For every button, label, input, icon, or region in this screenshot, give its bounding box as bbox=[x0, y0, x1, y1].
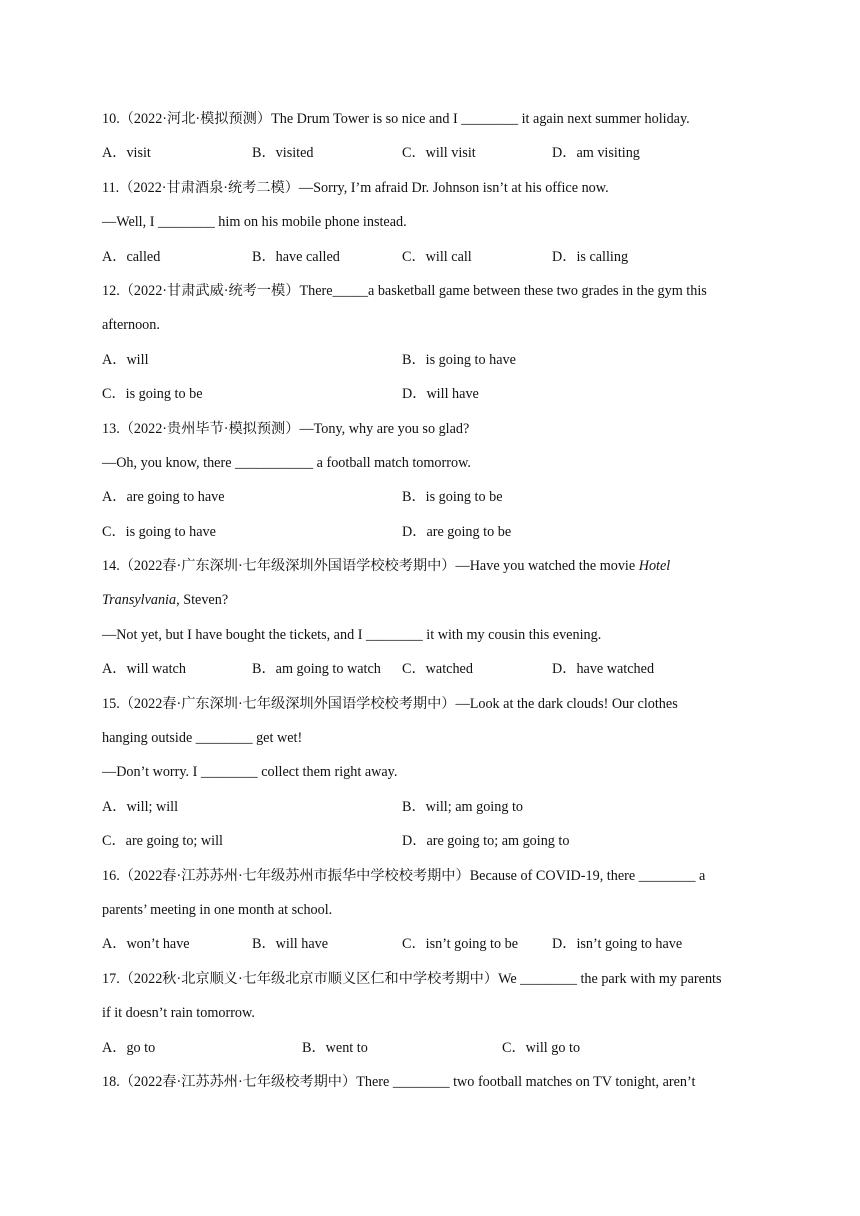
question-13-options-row2 bbox=[102, 515, 762, 549]
option-c[interactable]: C．will call bbox=[402, 248, 472, 265]
question-16-stem-line2: parents’ meeting in one month at school. bbox=[102, 901, 333, 918]
question-14-options bbox=[102, 652, 762, 686]
question-17-stem-line2: if it doesn’t rain tomorrow. bbox=[102, 1005, 255, 1022]
question-14-stem-line2: Transylvania, Steven? bbox=[102, 592, 229, 609]
question-15-stem-line3: —Don’t worry. I ________ collect them right away. bbox=[102, 764, 398, 781]
option-d[interactable]: D．are going to be bbox=[402, 523, 512, 540]
option-b[interactable]: B．visited bbox=[252, 145, 314, 162]
option-c[interactable]: C．isn’t going to be bbox=[402, 936, 519, 953]
question-14-stem-line3: —Not yet, but I have bought the tickets, and I ________ it with my cousin this evening. bbox=[102, 626, 602, 643]
question-list bbox=[102, 102, 762, 1099]
question-13-stem-line2: —Oh, you know, there ___________ a football match tomorrow. bbox=[102, 454, 471, 471]
question-15-options-row1 bbox=[102, 790, 762, 824]
question-12-stem-line2: afternoon. bbox=[102, 317, 160, 334]
option-d[interactable]: D．is calling bbox=[552, 248, 629, 265]
option-c[interactable]: C．is going to be bbox=[102, 386, 203, 403]
question-13-stem: 13.（2022·贵州毕节·模拟预测）—Tony, why are you so glad? bbox=[102, 420, 470, 437]
option-b[interactable]: B．went to bbox=[302, 1039, 368, 1056]
question-12-stem: 12.（2022·甘肃武威·统考一模）There_____a basketball game between these two grades in the gym this bbox=[102, 282, 707, 299]
question-14-stem: 14.（2022春·广东深圳·七年级深圳外国语学校校考期中）—Have you watched the movie Hotel bbox=[102, 558, 671, 575]
question-11-stem: 11.（2022·甘肃酒泉·统考二模）—Sorry, I’m afraid Dr. Johnson isn’t at his office now. bbox=[102, 179, 609, 196]
option-b[interactable]: B．have called bbox=[252, 248, 340, 265]
option-a[interactable]: A．will watch bbox=[102, 661, 186, 678]
option-a[interactable]: A．won’t have bbox=[102, 936, 190, 953]
question-17-stem: 17.（2022秋·北京顺义·七年级北京市顺义区仁和中学校考期中）We ________ the park with my parents bbox=[102, 970, 722, 987]
option-d[interactable]: D．have watched bbox=[552, 661, 655, 678]
option-b[interactable]: B．am going to watch bbox=[252, 661, 381, 678]
question-11-options bbox=[102, 240, 762, 274]
option-a[interactable]: A．will; will bbox=[102, 798, 179, 815]
question-10-stem: 10.（2022·河北·模拟预测）The Drum Tower is so nice and I ________ it again next summer holiday. bbox=[102, 111, 690, 127]
question-11-stem-line2: —Well, I ________ him on his mobile phone instead. bbox=[102, 214, 407, 231]
option-d[interactable]: D．am visiting bbox=[552, 145, 640, 162]
option-c[interactable]: C．will visit bbox=[402, 145, 476, 162]
option-c[interactable]: C．is going to have bbox=[102, 523, 216, 540]
option-b[interactable]: B．will have bbox=[252, 936, 329, 953]
option-d[interactable]: D．are going to; am going to bbox=[402, 833, 570, 850]
option-b[interactable]: B．will; am going to bbox=[402, 798, 523, 815]
option-b[interactable]: B．is going to be bbox=[402, 489, 503, 506]
option-c[interactable]: C．are going to; will bbox=[102, 833, 223, 850]
question-18-stem: 18.（2022春·江苏苏州·七年级校考期中）There ________ two football matches on TV tonight, aren’t bbox=[102, 1073, 696, 1090]
option-a[interactable]: A．will bbox=[102, 351, 149, 368]
option-a[interactable]: A．called bbox=[102, 248, 161, 265]
option-a[interactable]: A．visit bbox=[102, 145, 151, 162]
option-d[interactable]: D．isn’t going to have bbox=[552, 936, 683, 953]
question-13-options-row1 bbox=[102, 480, 762, 514]
question-15-stem-line2: hanging outside ________ get wet! bbox=[102, 730, 303, 747]
question-17-options bbox=[102, 1031, 762, 1065]
question-15-stem: 15.（2022春·广东深圳·七年级深圳外国语学校校考期中）—Look at the dark clouds! Our clothes bbox=[102, 695, 678, 712]
option-c[interactable]: C．watched bbox=[402, 661, 473, 678]
question-10-options bbox=[102, 136, 762, 170]
option-a[interactable]: A．go to bbox=[102, 1039, 156, 1056]
question-12-options-row2 bbox=[102, 377, 762, 411]
option-b[interactable]: B．is going to have bbox=[402, 351, 516, 368]
question-15-options-row2 bbox=[102, 824, 762, 858]
option-c[interactable]: C．will go to bbox=[502, 1039, 581, 1056]
question-16-options bbox=[102, 927, 762, 961]
option-d[interactable]: D．will have bbox=[402, 386, 479, 403]
option-a[interactable]: A．are going to have bbox=[102, 489, 225, 506]
question-12-options-row1 bbox=[102, 343, 762, 377]
question-16-stem: 16.（2022春·江苏苏州·七年级苏州市振华中学校校考期中）Because of COVID-19, there ________ a bbox=[102, 867, 706, 884]
